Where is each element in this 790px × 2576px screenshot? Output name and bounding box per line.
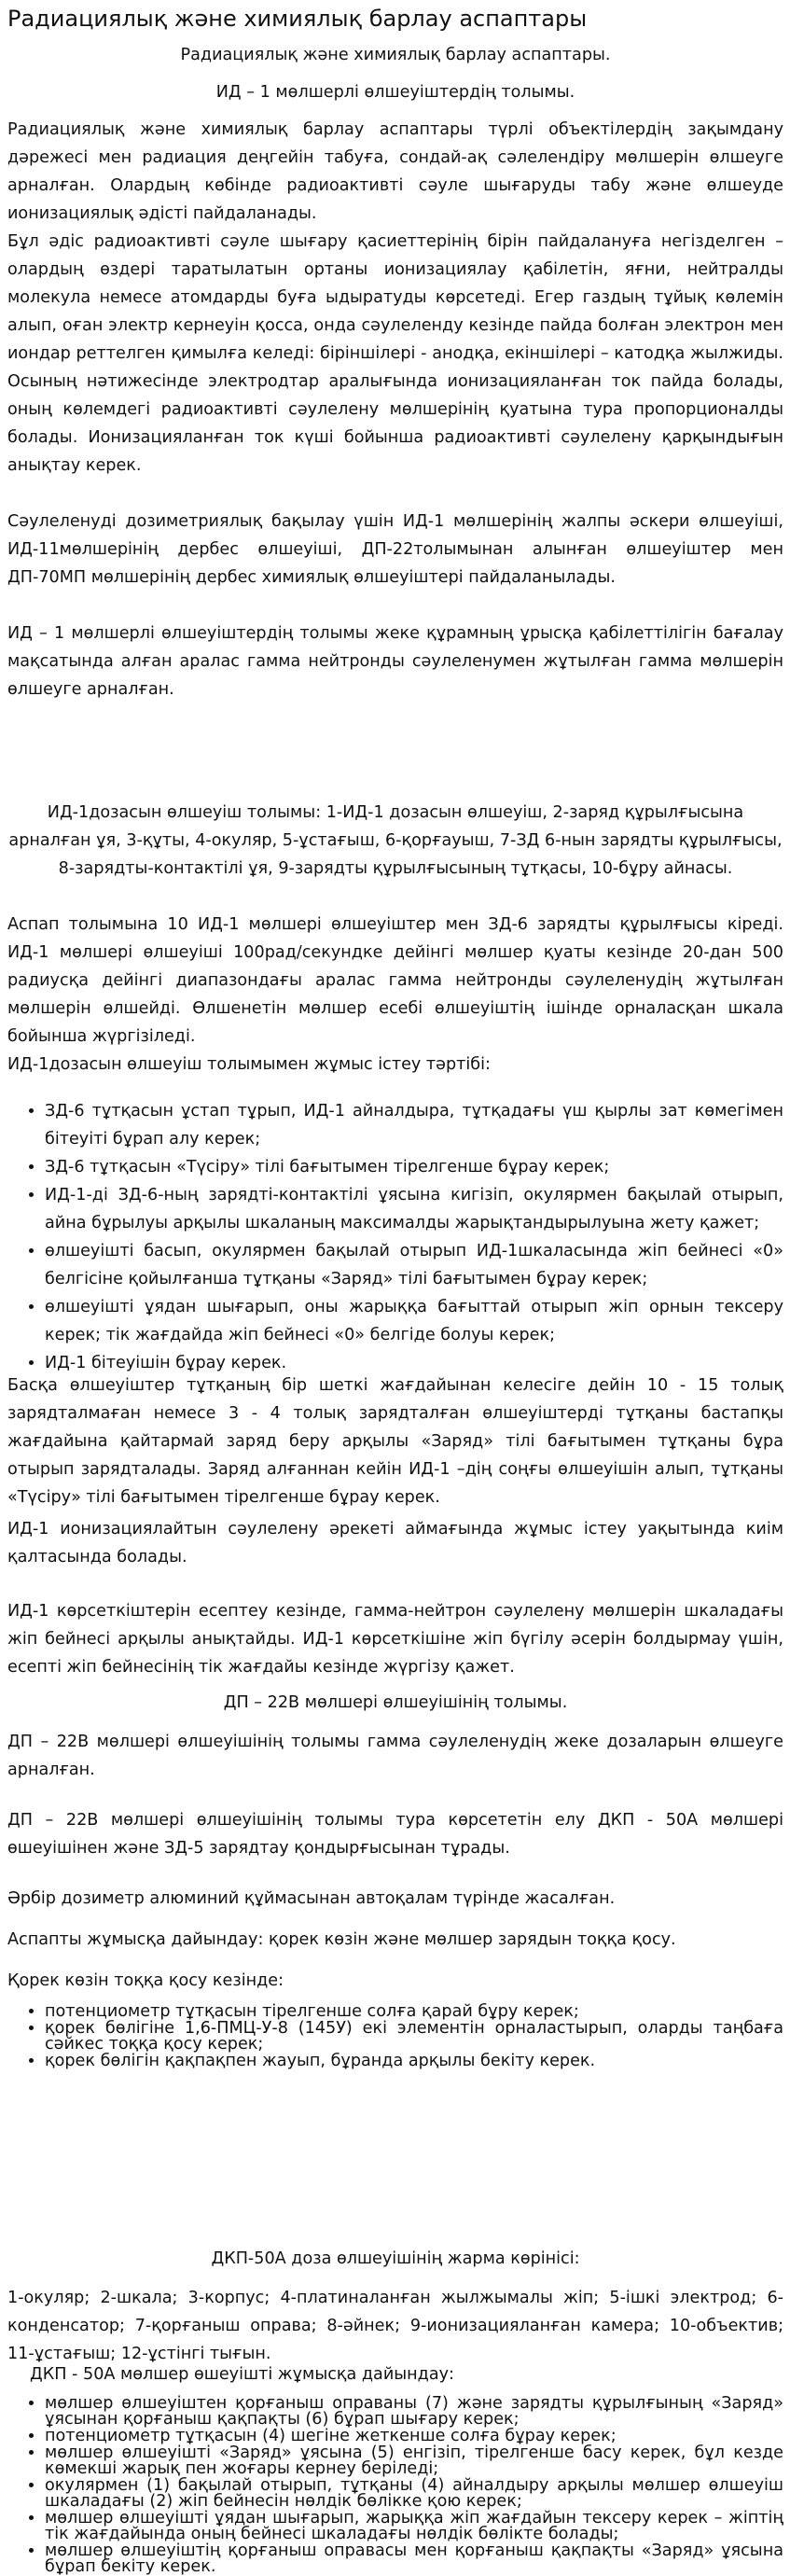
list-item: • мөлшер өлшеуіштің қорғаныш оправасы мен қорғаныш қақпақты «Заряд» ұясына бұрап бекіту керек. — [45, 2543, 783, 2575]
list-item: • мөлшер өлшеуішті ұядан шығарып, жарыққа жіп жағдайын тексеру керек – жіптің тік жағдайында оның бейнесі шкаладағы нөлдік бөлікте болады; — [45, 2511, 783, 2542]
paragraph-charging: Басқа өлшеуіштер тұтқаның бір шеткі жағдайынан келесіге дейін 10 - 15 толық зарядталмаған немесе 3 - 4 толық зарядталған өлшеуіштерді тұтқаны бастапқы жағдайына қайтармай заряд беру арқылы «Заряд» тілі бағытымен тұтқаны бұра отырып зарядталады. Заряд алғаннан кейін ИД-1 –дің соңғы өлшеуішін алып, тұтқаны «Түсіру» тілі бағытымен тірелгенше бұрау керек. — [7, 1376, 783, 1507]
list-item: • қорек бөлігін қақпақпен жауып, бұрандa арқылы бекіту керек. — [45, 2054, 783, 2069]
paragraph-dkp50a-prep: ДКП - 50А мөлшер өшеуішті жұмысқа дайындау: — [30, 2365, 454, 2384]
list-item: • потенциометр тұтқасын тірелгенше солға қарай бұру керек; — [45, 2004, 783, 2020]
paragraph-dosimeter-body: Әрбір дозиметр алюминий құймасынан автоқалам түрінде жасалған. — [7, 1889, 616, 1908]
figure-caption-dkp50a: ДКП-50А доза өлшеуішінің жарма көрінісі: — [211, 2249, 580, 2268]
list-item: • өлшеуішті ұядан шығарып, оны жарыққа бағыттай отырып жіп орнын тексеру керек; тік жағдайда жіп бейнесі «0» белгіде болуы керек; — [45, 1293, 783, 1349]
dkp50a-steps-list — [7, 2396, 783, 2576]
page-title: Радиациялық және химиялық барлау аспаптары — [7, 6, 588, 32]
list-item: • потенциометр тұтқасын (4) шегіне жеткенше солға бұрау керек; — [45, 2429, 783, 2444]
paragraph-preparation: Аспапты жұмысқа дайындау: қорек көзін және мөлшер зарядын тоққа қосу. — [7, 1930, 676, 1949]
paragraph-work-order: ИД-1дозасын өлшеуіш толымымен жұмыс істеу тәртібі: — [7, 1055, 491, 1074]
id1-steps-list — [7, 1097, 783, 1377]
list-item: • өлшеуішті басып, окулярмен бақылай отырып ИД-1шкаласында жіп бейнесі «0» белгісіне қойылғанша тұтқаны «Заряд» тілі бағытымен бұрау керек; — [45, 1237, 783, 1293]
paragraph-dkp50a-parts: 1-окуляр; 2-шкала; 3-корпус; 4-платиналанған жылжымалы жіп; 5-ішкі электрод; 6-конденсатор; 7-қорғаныш оправа; 8-әйнек; 9-ионизацияланған камера; 10-объектив; 11-ұстағыш; 12-ұстінгі тығын. — [7, 2289, 783, 2363]
list-item: • ИД-1-ді ЗД-6-ның зарядті-контактілі ұясына кигізіп, окулярмен бақылай отырып, айна бұрылуы арқылы шкаланың максималды жарықтандырылуына жету қажет; — [45, 1181, 783, 1237]
list-item: • ЗД-6 тұтқасын «Түсіру» тілі бағытымен тірелгенше бұрау керек; — [45, 1153, 783, 1181]
dp22-heading: ДП – 22В мөлшері өлшеуішінің толымы. — [223, 1693, 568, 1712]
figure-caption-id1: ИД-1дозасын өлшеуіш толымы: 1-ИД-1 дозасын өлшеуіш, 2-заряд құрылғысына арналған ұя, 3-құты, 4-окуляр, 5-ұстағыш, 6-қорғауыш, 7-ЗД 6-нын зарядты құрылғысы, 8-зарядты-контактілі ұя, 9-зарядты құрылғысының тұтқасы, 10-бұру айнасы. — [8, 803, 783, 878]
paragraph-method: Бұл әдіс радиоактивті сәуле шығару қасиеттерінің бірін пайдалануға негізделген – олардың өздері таратылатын ортаны ионизациялау қабілетін, яғни, нейтралды молекула немесе атомдарды буға ыдыратуды көрсетеді. Егер газдың тұйық көлемін алып, оған электр кернеуін қосса, онда сәулеленду кезінде пайда болған электрон мен иондар реттелген қимылға келеді: біріншілері - анодқа, екіншілері – катодқа жылжиды. Осының нәтижесінде электродтар аралығында ионизацияланған ток пайда болады, оның көлемдегі радиоактивті сәулелену мөлшерінің қуатына тура пропорционалды болады. Ионизацияланған ток күші бойынша радиоактивті сәулелену қарқындығын анықтау керек. — [7, 232, 783, 475]
list-item: • мөлшер өлшеуіштен қорғаныш оправаны (7) және зарядты құрылғының «Заряд» ұясынан қорғаныш қақпақты (6) бұрап шығару керек; — [45, 2396, 783, 2428]
list-item: • мөлшер өлшеуішті «Заряд» ұясына (5) енгізіп, тірелгенше басу керек, бұл кезде көмекші жарық пен жоғары кернеу беріледі; — [45, 2445, 783, 2477]
paragraph-power: Қорек көзін тоққа қосу кезінде: — [7, 1971, 284, 1990]
list-item: • қорек бөлігіне 1,6-ПМЦ-У-8 (145У) екі элементін орналастырып, оларды таңбаға сәйкес тоққа қосу керек; — [45, 2021, 783, 2053]
power-steps-list — [7, 2004, 783, 2070]
paragraph-dp22-purpose: ДП – 22В мөлшері өлшеуішінің толымы гамма сәулеленудің жеке дозаларын өлшеуге арналған. — [7, 1733, 783, 1779]
paragraph-dp22-kit: ДП – 22В мөлшері өлшеуішінің толымы тура көрсететін елу ДКП - 50А мөлшері өшеуішінен және ЗД-5 зарядтау қондырғысынан тұрады. — [7, 1811, 783, 1858]
paragraph-id1-purpose: ИД – 1 мөлшерлі өлшеуіштердің толымы жеке құрамның ұрысқа қабілеттілігін бағалау мақсатында алған аралас гамма нейтронды сәулеленумен жұтылған гамма мөлшерін өлшеуге арналған. — [7, 624, 783, 699]
paragraph-id1-kit: Аспап толымына 10 ИД-1 мөлшері өлшеуіштер мен ЗД-6 зарядты құрылғысы кіреді. ИД-1 мөлшері өлшеуіші 100рад/секундке дейінгі мөлшер қуаты кезінде 20-дан 500 радиусқа дейінгі диапазондағы аралас гамма нейтронды сәулеленудің жұтылған мөлшерін өлшейді. Өлшенетін мөлшер есебі өлшеуіштің ішінде орналасқан шкала бойынша жүргізіледі. — [7, 915, 783, 1046]
list-item: • ИД-1 бітеуішін бұрау керек. — [45, 1349, 783, 1377]
list-item: • ЗД-6 тұтқасын ұстап тұрып, ИД-1 айналдыра, тұтқадағы үш қырлы зат көмегімен бітеуіті бұрап алу керек; — [45, 1097, 783, 1153]
paragraph-intro: Радиациялық және химиялық барлау аспаптары түрлі объектілердің зақымдану дәрежесі мен радиация деңгейін табуға, сондай-ақ сәлелендіру мөлшерін өлшеуге арналған. Олардың көбінде радиоактивті сәуле шығаруды табу және өлшеуде ионизациялық әдісті пайдаланады. — [7, 120, 783, 223]
list-item: • окулярмен (1) бақылай отырып, тұтқаны (4) айналдыру арқылы мөлшер өлшеуіш шкаладағы (2) жіп бейнесін нөлдік бөлікке қою керек; — [45, 2478, 783, 2510]
paragraph-reading: ИД-1 көрсеткіштерін есептеу кезінде, гамма-нейтрон сәулелену мөлшерін шкаладағы жіп бейнесі арқылы анықтайды. ИД-1 көрсеткішіне жіп бүгілу әсерін болдырмау үшін, есепті жіп бейнесінің тік жағдайы кезінде жүргізу қажет. — [7, 1602, 783, 1677]
subtitle: Радиациялық және химиялық барлау аспаптары. — [180, 46, 611, 64]
id1-heading: ИД – 1 мөлшерлі өлшеуіштердің толымы. — [215, 83, 575, 102]
paragraph-dosimetry: Сәулеленуді дозиметриялық бақылау үшін ИД-1 мөлшерінің жалпы әскери өлшеуіші, ИД-11мөлшерінің дербес өлшеуіші, ДП-22толымынан алынған өлшеуіштер мен ДП-70МП мөлшерінің дербес химиялық өлшеуіштері пайдаланылады. — [7, 512, 783, 587]
paragraph-pocket: ИД-1 ионизациялайтын сәулелену әрекеті аймағында жұмыс істеу уақытында киім қалтасында болады. — [7, 1520, 783, 1566]
